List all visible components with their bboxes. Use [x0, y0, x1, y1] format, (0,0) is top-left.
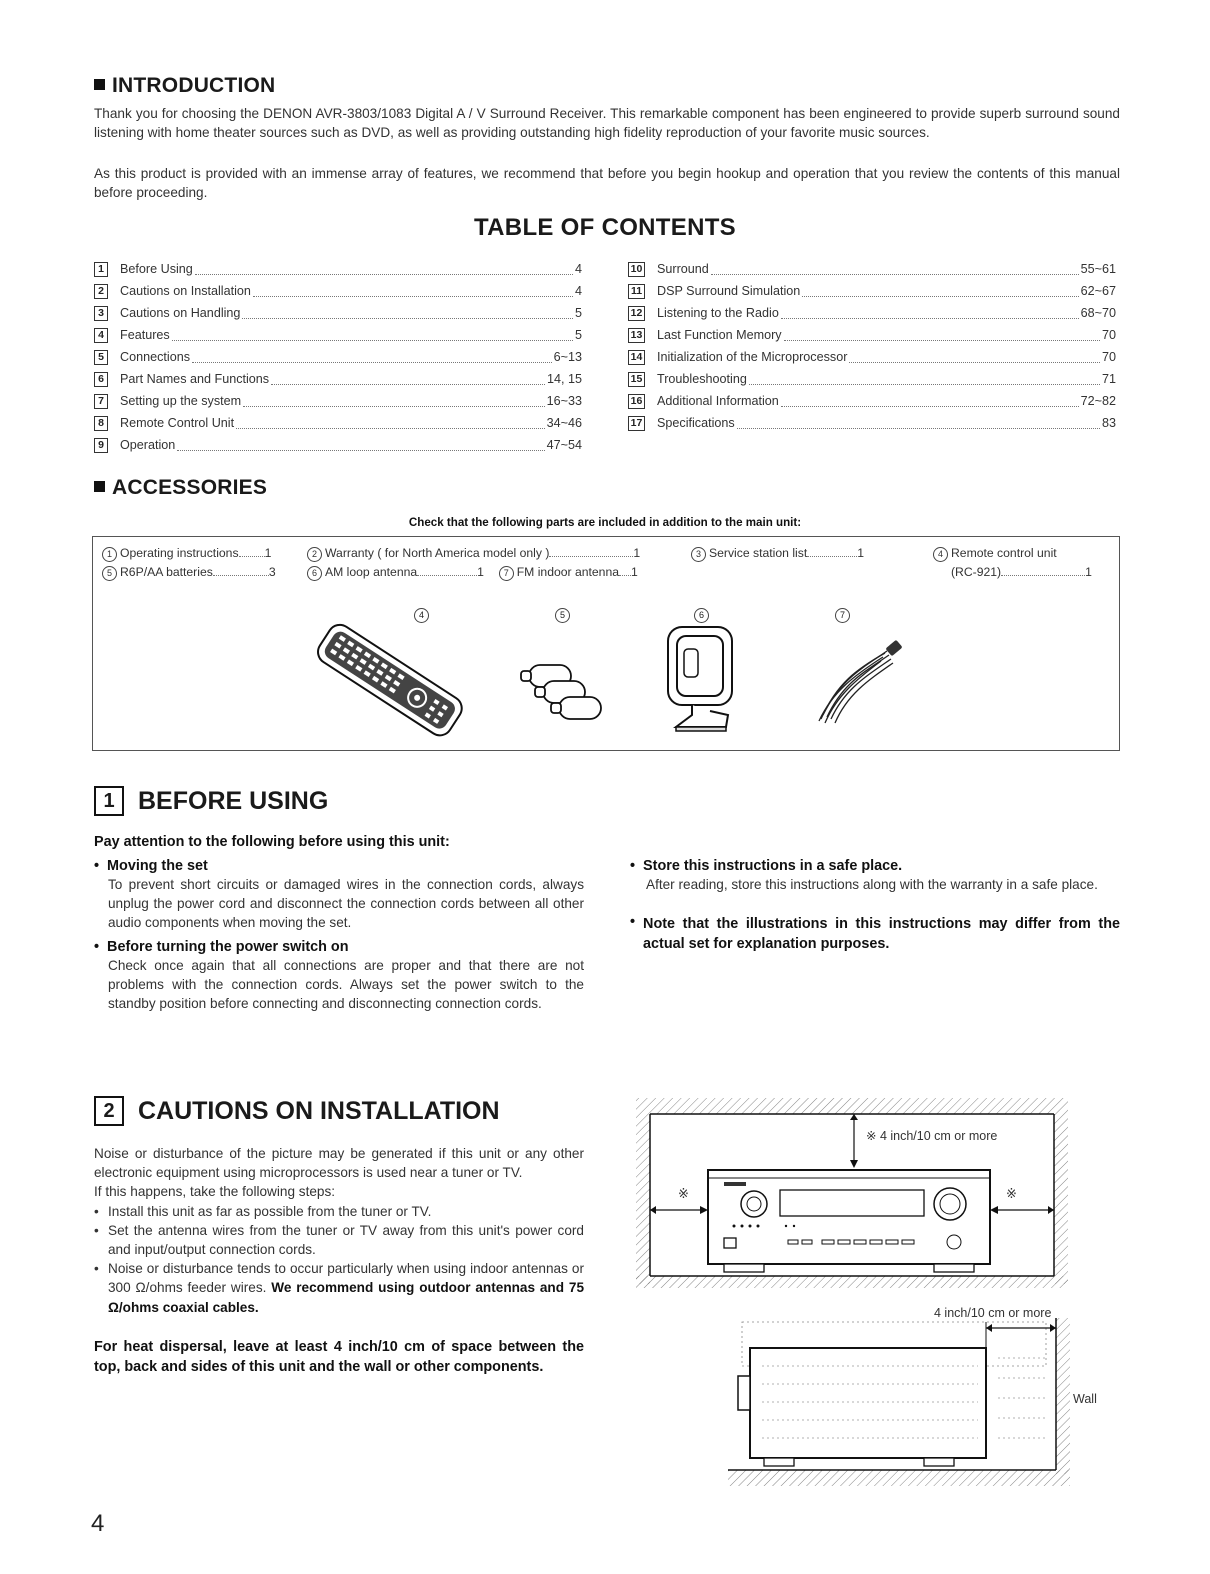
toc-row[interactable]: 5 Connections 6~13 [94, 346, 582, 368]
toc-row[interactable]: 14 Initialization of the Microprocessor 70 [628, 346, 1116, 368]
toc-row[interactable]: 6 Part Names and Functions 14, 15 [94, 368, 582, 390]
circled-number: 7 [499, 566, 514, 581]
accessory-item: 3 Service station list 1 [691, 546, 864, 562]
accessories-box [92, 536, 1120, 751]
remote-control-illustration [305, 619, 475, 739]
toc-row[interactable]: 7 Setting up the system 16~33 [94, 390, 582, 412]
bullet-title: • Moving the set [94, 858, 584, 874]
picture-label: 5 [555, 605, 573, 623]
toc-number-badge: 9 [94, 438, 108, 453]
toc-row[interactable]: 10 Surround 55~61 [628, 258, 1116, 280]
toc-number-badge: 3 [94, 306, 108, 321]
circled-number: 1 [102, 547, 117, 562]
bullet-title: • Store this instructions in a safe place. [630, 858, 1120, 874]
toc-number-badge: 1 [94, 262, 108, 277]
leader-dots [781, 308, 1079, 319]
leader-dots [195, 264, 573, 275]
toc-number-badge: 12 [628, 306, 645, 321]
accessories-heading: ACCESSORIES [94, 476, 267, 500]
accessory-item: 5 R6P/AA batteries 3 [102, 565, 276, 581]
am-loop-antenna-illustration [662, 623, 742, 735]
toc-number-badge: 2 [94, 284, 108, 299]
leader-dots [271, 374, 545, 385]
leader-dots [711, 264, 1079, 275]
before-using-left-column [94, 858, 584, 1013]
accessory-item: 1 Operating instructions 1 [102, 546, 271, 562]
diagram-side-label: 4 inch/10 cm or more [934, 1306, 1052, 1320]
accessories-check-line: Check that the following parts are included in addition to the main unit: [408, 516, 802, 529]
toc-number-badge: 8 [94, 416, 108, 431]
toc-row[interactable]: 15 Troubleshooting 71 [628, 368, 1116, 390]
picture-label: 7 [835, 605, 853, 623]
leader-dots [213, 575, 269, 576]
accessory-item: 4 Remote control unit [933, 546, 1057, 562]
toc-number-badge: 13 [628, 328, 645, 343]
toc-row[interactable]: 12 Listening to the Radio 68~70 [628, 302, 1116, 324]
toc-right-column [628, 258, 1116, 434]
diagram-side-mark-left: ※ [678, 1186, 689, 1201]
circled-number: 6 [307, 566, 322, 581]
toc-row[interactable]: 1 Before Using 4 [94, 258, 582, 280]
leader-dots [784, 330, 1100, 341]
step-item: • Noise or disturbance tends to occur particularly when using indoor antennas or 300 Ω/ohms feeder wires. We recommend using outdoor antennas and 75 Ω/ohms coaxial cables. [94, 1261, 584, 1315]
circled-number: 4 [933, 547, 948, 562]
bullet-title: • Before turning the power switch on [94, 939, 584, 955]
step-item: • Install this unit as far as possible from the tuner or TV. [94, 1203, 432, 1219]
leader-dots [417, 575, 477, 576]
before-using-lead: Pay attention to the following before using this unit: [94, 834, 450, 850]
introduction-heading: INTRODUCTION [94, 74, 275, 98]
introduction-paragraph-2: As this product is provided with an immense array of features, we recommend that before you begin hookup and operation that you review the contents of this manual before proceeding. [94, 166, 1120, 201]
toc-row[interactable]: 13 Last Function Memory 70 [628, 324, 1116, 346]
toc-row[interactable]: 8 Remote Control Unit 34~46 [94, 412, 582, 434]
toc-number-badge: 4 [94, 328, 108, 343]
leader-dots [239, 556, 265, 557]
accessory-item-sub: (RC-921) 1 [951, 565, 1092, 579]
cautions-heading: 2 CAUTIONS ON INSTALLATION [94, 1096, 500, 1126]
toc-row[interactable]: 9 Operation 47~54 [94, 434, 582, 456]
bullet-text: Check once again that all connections are proper and that there are not problems with the connection cords. Always set the power switch to the standby position before connecting and disconnecting connection cords. [108, 957, 584, 1012]
diagram-top-label: ※ 4 inch/10 cm or more [866, 1129, 998, 1143]
bullet-text: To prevent short circuits or damaged wires in the connection cords, always unplug the power cord and disconnect the connection cords between all other audio components when moving the set. [108, 877, 584, 931]
leader-dots [802, 286, 1078, 297]
toc-number-badge: 5 [94, 350, 108, 365]
toc-number-badge: 7 [94, 394, 108, 409]
section-number-badge: 2 [94, 1096, 124, 1126]
toc-number-badge: 15 [628, 372, 645, 387]
circled-number: 3 [691, 547, 706, 562]
leader-dots [781, 396, 1079, 407]
leader-dots [1001, 575, 1085, 576]
leader-dots [177, 440, 544, 451]
toc-title: TABLE OF CONTENTS [474, 214, 736, 241]
circled-number: 5 [102, 566, 117, 581]
leader-dots [619, 575, 631, 576]
picture-label: 6 [694, 605, 712, 623]
toc-number-badge: 11 [628, 284, 645, 299]
toc-number-badge: 17 [628, 416, 645, 431]
before-using-heading: 1 BEFORE USING [94, 786, 328, 816]
introduction-paragraph-1: Thank you for choosing the DENON AVR-3803/1083 Digital A / V Surround Receiver. This remarkable component has been engineered to provide superb surround sound listening with home theater sources such as DVD, as well as providing outstanding high fidelity reproduction of your favorite music sources. [94, 106, 1120, 141]
heat-dispersal-note: For heat dispersal, leave at least 4 inch/10 cm of space between the top, back and sides of this unit and the wall or other components. [94, 1338, 584, 1375]
toc-left-column [94, 258, 582, 456]
wall-label: Wall [1073, 1392, 1097, 1406]
leader-dots [749, 374, 1100, 385]
leader-dots [192, 352, 552, 363]
square-bullet-icon [94, 481, 105, 492]
leader-dots [549, 556, 633, 557]
accessory-item: 6 AM loop antenna 1 7 FM indoor antenna 1 [307, 565, 638, 581]
cautions-paragraph: Noise or disturbance of the picture may be generated if this unit or any other electronic equipment using microprocessors is used near a tuner or TV. [94, 1146, 584, 1181]
bullet-text: After reading, store this instructions along with the warranty in a safe place. [646, 877, 1098, 892]
section-number-badge: 1 [94, 786, 124, 816]
square-bullet-icon [94, 79, 105, 90]
cautions-paragraph: If this happens, take the following steps: [94, 1184, 336, 1200]
batteries-illustration [515, 655, 615, 735]
leader-dots [242, 308, 573, 319]
toc-row[interactable]: 11 DSP Surround Simulation 62~67 [628, 280, 1116, 302]
diagram-side-mark-right: ※ [1006, 1186, 1017, 1201]
bullet-dot: • [630, 914, 636, 931]
toc-row[interactable]: 17 Specifications 83 [628, 412, 1116, 434]
toc-row[interactable]: 4 Features 5 [94, 324, 582, 346]
page-number: 4 [91, 1510, 105, 1537]
toc-row[interactable]: 3 Cautions on Handling 5 [94, 302, 582, 324]
leader-dots [737, 418, 1100, 429]
toc-row[interactable]: 2 Cautions on Installation 4 [94, 280, 582, 302]
circled-number: 2 [307, 547, 322, 562]
leader-dots [253, 286, 573, 297]
toc-number-badge: 14 [628, 350, 645, 365]
picture-label: 4 [414, 605, 432, 623]
step-item: • Set the antenna wires from the tuner or TV away from this unit's power cord and input/output connection cords. [94, 1222, 584, 1258]
fm-indoor-antenna-illustration [811, 639, 911, 731]
toc-number-badge: 10 [628, 262, 645, 277]
before-using-right-column [630, 858, 1120, 954]
accessory-item: 2 Warranty ( for North America model only ) 1 [307, 546, 640, 562]
leader-dots [807, 556, 857, 557]
leader-dots [849, 352, 1100, 363]
toc-number-badge: 16 [628, 394, 645, 409]
installation-side-diagram [728, 1318, 1074, 1490]
leader-dots [243, 396, 545, 407]
toc-number-badge: 6 [94, 372, 108, 387]
toc-row[interactable]: 16 Additional Information 72~82 [628, 390, 1116, 412]
leader-dots [172, 330, 573, 341]
cautions-text-column [94, 1144, 584, 1377]
bullet-title: • Note that the illustrations in this instructions may differ from the actual set for explanation purposes. [630, 914, 1120, 953]
leader-dots [236, 418, 545, 429]
